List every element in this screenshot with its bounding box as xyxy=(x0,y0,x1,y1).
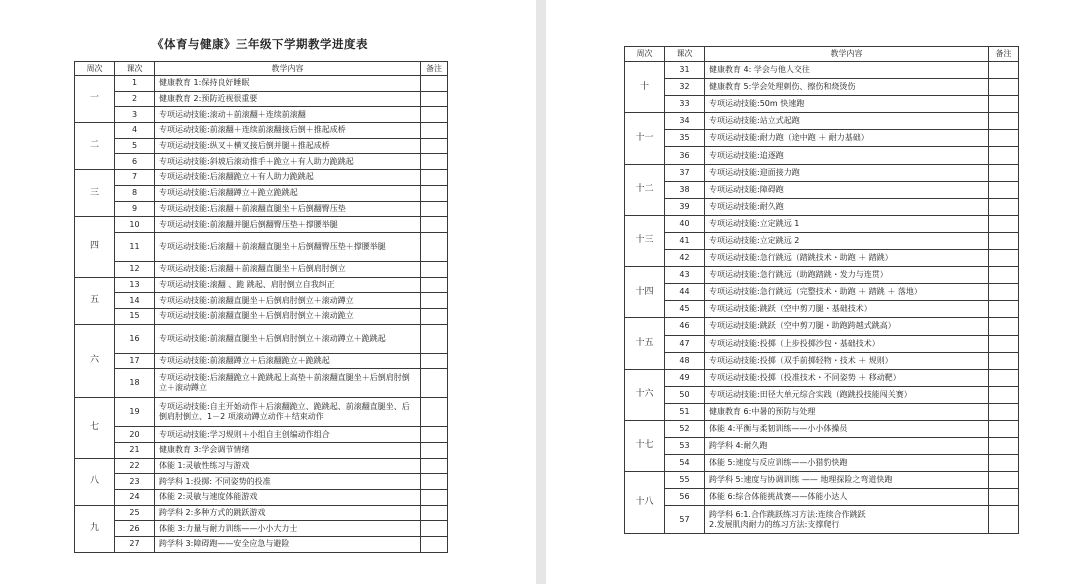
note-cell xyxy=(989,62,1019,79)
lesson-number-cell: 25 xyxy=(115,505,155,521)
table-row xyxy=(75,261,448,277)
lesson-content-cell: 专项运动技能:后滚翻＋前滚翻直腿坐＋后倒翻臀压垫＋撑腰举腿 xyxy=(155,232,421,261)
lesson-number-cell: 55 xyxy=(665,472,705,489)
lesson-content-cell: 专项运动技能:耐久跑 xyxy=(705,198,989,215)
note-cell xyxy=(989,250,1019,267)
lesson-content-cell: 专项运动技能:学习规则＋小组自主创编动作组合 xyxy=(155,427,421,443)
week-cell: 十五 xyxy=(625,318,665,369)
table-row xyxy=(625,130,1019,147)
note-cell xyxy=(989,438,1019,455)
lesson-number-cell: 17 xyxy=(115,353,155,369)
table-row xyxy=(625,181,1019,198)
table-row xyxy=(75,369,448,398)
table-row xyxy=(625,113,1019,130)
lesson-number-cell: 8 xyxy=(115,185,155,201)
lesson-content-cell: 专项运动技能:前滚翻直腿坐＋后倒肩肘倒立＋滚动蹲立 xyxy=(155,293,421,309)
lesson-number-cell: 14 xyxy=(115,293,155,309)
lesson-number-cell: 4 xyxy=(115,123,155,139)
lesson-content-cell: 专项运动技能:后滚翻＋前滚翻直腿坐＋后倒肩肘倒立 xyxy=(155,261,421,277)
table-row xyxy=(75,537,448,553)
note-cell xyxy=(421,474,448,490)
lesson-content-cell: 跨学科 2:多种方式的跳跃游戏 xyxy=(155,505,421,521)
lesson-number-cell: 47 xyxy=(665,335,705,352)
lesson-content-cell: 跨学科 1:投掷: 不同姿势的投准 xyxy=(155,474,421,490)
lesson-number-cell: 52 xyxy=(665,420,705,437)
note-cell xyxy=(421,138,448,154)
note-cell xyxy=(421,107,448,123)
header-lesson: 课次 xyxy=(115,62,155,76)
table-row xyxy=(625,301,1019,318)
lesson-number-cell: 41 xyxy=(665,232,705,249)
note-cell xyxy=(989,489,1019,506)
note-cell xyxy=(989,301,1019,318)
table-row xyxy=(75,91,448,107)
lesson-number-cell: 45 xyxy=(665,301,705,318)
table-row xyxy=(625,386,1019,403)
note-cell xyxy=(989,420,1019,437)
lesson-content-cell: 健康教育 2:预防近视很重要 xyxy=(155,91,421,107)
note-cell xyxy=(421,490,448,506)
lesson-content-cell: 专项运动技能:投掷（双手前掷轻物・技术 ＋ 规则） xyxy=(705,352,989,369)
table-row xyxy=(75,123,448,139)
lesson-number-cell: 51 xyxy=(665,403,705,420)
lesson-content-cell: 专项运动技能:投掷（上步投掷沙包・基础技术） xyxy=(705,335,989,352)
note-cell xyxy=(989,96,1019,113)
header-week: 周次 xyxy=(75,62,115,76)
lesson-number-cell: 27 xyxy=(115,537,155,553)
note-cell xyxy=(989,181,1019,198)
header-content: 教学内容 xyxy=(155,62,421,76)
lesson-content-cell: 专项运动技能:跳跃（空中剪刀腿・基础技术） xyxy=(705,301,989,318)
lesson-content-cell: 专项运动技能:前滚翻＋连续前滚翻接后倒＋推起成桥 xyxy=(155,123,421,139)
lesson-number-cell: 49 xyxy=(665,369,705,386)
note-cell xyxy=(421,443,448,459)
note-cell xyxy=(421,91,448,107)
lesson-number-cell: 31 xyxy=(665,62,705,79)
schedule-table-left xyxy=(74,61,448,553)
week-cell: 十八 xyxy=(625,472,665,534)
lesson-content-cell: 体能 3:力量与耐力训练——小小大力士 xyxy=(155,521,421,537)
lesson-number-cell: 26 xyxy=(115,521,155,537)
lesson-content-cell: 体能 2:灵敏与速度体能游戏 xyxy=(155,490,421,506)
lesson-content-cell: 专项运动技能:急行跳远（完整技术・助跑 ＋ 踏跳 ＋ 落地） xyxy=(705,284,989,301)
note-cell xyxy=(421,123,448,139)
table-row xyxy=(75,76,448,92)
table-row xyxy=(625,403,1019,420)
lesson-content-cell: 专项运动技能:迎面接力跑 xyxy=(705,164,989,181)
table-row xyxy=(75,398,448,427)
table-row xyxy=(75,232,448,261)
note-cell xyxy=(989,232,1019,249)
note-cell xyxy=(989,113,1019,130)
table-row xyxy=(75,521,448,537)
week-cell: 十一 xyxy=(625,113,665,164)
table-row xyxy=(625,284,1019,301)
header-week: 周次 xyxy=(625,47,665,62)
table-row xyxy=(625,267,1019,284)
note-cell xyxy=(421,505,448,521)
document-title: 《体育与健康》三年级下学期教学进度表 xyxy=(152,37,368,51)
table-row xyxy=(625,62,1019,79)
lesson-content-cell: 专项运动技能:前滚翻直腿坐＋后倒肩肘倒立＋滚动蹲立＋跪跳起 xyxy=(155,324,421,353)
note-cell xyxy=(421,76,448,92)
lesson-number-cell: 48 xyxy=(665,352,705,369)
table-row xyxy=(75,201,448,217)
lesson-number-cell: 40 xyxy=(665,215,705,232)
lesson-content-cell: 专项运动技能:50m 快速跑 xyxy=(705,96,989,113)
lesson-content-cell: 健康教育 1:保持良好睡眠 xyxy=(155,76,421,92)
note-cell xyxy=(421,185,448,201)
lesson-number-cell: 44 xyxy=(665,284,705,301)
lesson-number-cell: 18 xyxy=(115,369,155,398)
lesson-content-cell: 跨学科 3:障碍跑——安全应急与避险 xyxy=(155,537,421,553)
lesson-content-cell: 专项运动技能:立定跳远 2 xyxy=(705,232,989,249)
lesson-content-cell: 专项运动技能:前滚翻并腿后倒翻臀压垫＋撑腰举腿 xyxy=(155,217,421,233)
lesson-content-cell: 专项运动技能:耐力跑（途中跑 ＋ 耐力基础） xyxy=(705,130,989,147)
table-row xyxy=(75,138,448,154)
note-cell xyxy=(421,154,448,170)
lesson-content-cell: 专项运动技能:自主开始动作＋后滚翻跪立、跪跳起、前滚翻直腿坐、后倒肩肘倒立、1－2 项滚动蹲立动作＋结束动作 xyxy=(155,398,421,427)
week-cell: 七 xyxy=(75,398,115,458)
note-cell xyxy=(421,353,448,369)
note-cell xyxy=(421,277,448,293)
note-cell xyxy=(989,164,1019,181)
table-row xyxy=(625,489,1019,506)
table-row xyxy=(625,438,1019,455)
lesson-number-cell: 36 xyxy=(665,147,705,164)
lesson-number-cell: 22 xyxy=(115,458,155,474)
note-cell xyxy=(421,369,448,398)
note-cell xyxy=(421,201,448,217)
lesson-content-cell: 跨学科 6:1.合作跳跃练习方法:连续合作跳跃 2.发展肌肉耐力的练习方法:支撑爬行 xyxy=(705,506,989,534)
lesson-number-cell: 7 xyxy=(115,170,155,186)
lesson-content-cell: 专项运动技能:滚翻 、跪 跳起、肩肘倒立自我纠正 xyxy=(155,277,421,293)
note-cell xyxy=(989,215,1019,232)
lesson-number-cell: 42 xyxy=(665,250,705,267)
lesson-content-cell: 体能 5:速度与反应训练——小猎豹快跑 xyxy=(705,455,989,472)
lesson-number-cell: 50 xyxy=(665,386,705,403)
week-cell: 五 xyxy=(75,277,115,324)
table-row xyxy=(625,96,1019,113)
note-cell xyxy=(989,335,1019,352)
table-row xyxy=(625,420,1019,437)
lesson-number-cell: 5 xyxy=(115,138,155,154)
lesson-content-cell: 专项运动技能:站立式起跑 xyxy=(705,113,989,130)
week-cell: 十三 xyxy=(625,215,665,266)
lesson-number-cell: 38 xyxy=(665,181,705,198)
note-cell xyxy=(989,386,1019,403)
lesson-number-cell: 10 xyxy=(115,217,155,233)
header-note: 备注 xyxy=(421,62,448,76)
table-row xyxy=(75,474,448,490)
note-cell xyxy=(421,217,448,233)
lesson-number-cell: 34 xyxy=(665,113,705,130)
lesson-content-cell: 专项运动技能:立定跳远 1 xyxy=(705,215,989,232)
lesson-number-cell: 6 xyxy=(115,154,155,170)
lesson-number-cell: 20 xyxy=(115,427,155,443)
header-content: 教学内容 xyxy=(705,47,989,62)
lesson-content-cell: 健康教育 6:中暑的预防与处理 xyxy=(705,403,989,420)
lesson-content-cell: 跨学科 4:耐久跑 xyxy=(705,438,989,455)
lesson-content-cell: 专项运动技能:急行跳远（助跑踏跳・发力与连贯） xyxy=(705,267,989,284)
table-header-row xyxy=(75,62,448,76)
table-row xyxy=(625,79,1019,96)
table-row xyxy=(75,217,448,233)
lesson-number-cell: 2 xyxy=(115,91,155,107)
lesson-content-cell: 体能 1:灵敏性练习与游戏 xyxy=(155,458,421,474)
week-cell: 六 xyxy=(75,324,115,398)
note-cell xyxy=(989,147,1019,164)
table-row xyxy=(75,293,448,309)
week-cell: 三 xyxy=(75,170,115,217)
week-cell: 十六 xyxy=(625,369,665,420)
week-cell: 十七 xyxy=(625,420,665,471)
lesson-content-cell: 专项运动技能:前滚翻蹲立＋后滚翻跪立＋跪跳起 xyxy=(155,353,421,369)
note-cell xyxy=(989,403,1019,420)
lesson-number-cell: 21 xyxy=(115,443,155,459)
table-row xyxy=(75,458,448,474)
lesson-number-cell: 33 xyxy=(665,96,705,113)
lesson-number-cell: 24 xyxy=(115,490,155,506)
lesson-content-cell: 健康教育 3:学会调节情绪 xyxy=(155,443,421,459)
note-cell xyxy=(989,284,1019,301)
lesson-number-cell: 16 xyxy=(115,324,155,353)
table-row xyxy=(625,198,1019,215)
note-cell xyxy=(989,369,1019,386)
lesson-content-cell: 专项运动技能:后滚翻＋前滚翻直腿坐＋后倒翻臀压垫 xyxy=(155,201,421,217)
note-cell xyxy=(421,521,448,537)
lesson-number-cell: 23 xyxy=(115,474,155,490)
note-cell xyxy=(989,472,1019,489)
lesson-content-cell: 专项运动技能:急行跳远（踏跳技术・助跑 ＋ 踏跳） xyxy=(705,250,989,267)
lesson-number-cell: 1 xyxy=(115,76,155,92)
table-row xyxy=(625,232,1019,249)
schedule-table-right xyxy=(624,46,1019,534)
table-row xyxy=(75,185,448,201)
lesson-number-cell: 46 xyxy=(665,318,705,335)
lesson-content-cell: 跨学科 5:速度与协调训练 —— 地理探险之弯道快跑 xyxy=(705,472,989,489)
lesson-content-cell: 专项运动技能:后滚翻蹲立＋跪立跪跳起 xyxy=(155,185,421,201)
table-row xyxy=(625,455,1019,472)
lesson-number-cell: 15 xyxy=(115,308,155,324)
table-row xyxy=(625,215,1019,232)
note-cell xyxy=(989,318,1019,335)
lesson-content-cell: 专项运动技能:跳跃（空中剪刀腿・助跑跨越式跳高） xyxy=(705,318,989,335)
table-row xyxy=(75,427,448,443)
lesson-number-cell: 57 xyxy=(665,506,705,534)
table-row xyxy=(75,505,448,521)
table-row xyxy=(625,472,1019,489)
lesson-number-cell: 37 xyxy=(665,164,705,181)
table-row xyxy=(625,335,1019,352)
note-cell xyxy=(421,293,448,309)
table-row xyxy=(625,352,1019,369)
lesson-content-cell: 体能 6:综合体能挑战赛——体能小达人 xyxy=(705,489,989,506)
week-cell: 四 xyxy=(75,217,115,277)
header-note: 备注 xyxy=(989,47,1019,62)
lesson-number-cell: 3 xyxy=(115,107,155,123)
note-cell xyxy=(421,324,448,353)
note-cell xyxy=(421,232,448,261)
table-row xyxy=(75,324,448,353)
table-row xyxy=(625,369,1019,386)
note-cell xyxy=(989,79,1019,96)
lesson-content-cell: 专项运动技能:障碍跑 xyxy=(705,181,989,198)
note-cell xyxy=(421,170,448,186)
note-cell xyxy=(989,198,1019,215)
lesson-number-cell: 11 xyxy=(115,232,155,261)
table-header-row xyxy=(625,47,1019,62)
lesson-number-cell: 19 xyxy=(115,398,155,427)
header-lesson: 课次 xyxy=(665,47,705,62)
lesson-content-cell: 体能 4:平衡与柔韧训练——小小体操员 xyxy=(705,420,989,437)
lesson-content-cell: 专项运动技能:追逐跑 xyxy=(705,147,989,164)
lesson-number-cell: 43 xyxy=(665,267,705,284)
table-row xyxy=(75,170,448,186)
week-cell: 九 xyxy=(75,505,115,552)
lesson-content-cell: 健康教育 4: 学会与他人交往 xyxy=(705,62,989,79)
table-row xyxy=(625,250,1019,267)
week-cell: 二 xyxy=(75,123,115,170)
note-cell xyxy=(989,130,1019,147)
table-row xyxy=(625,506,1019,534)
lesson-content-cell: 专项运动技能:前滚翻直腿坐＋后倒肩肘倒立＋滚动跪立 xyxy=(155,308,421,324)
table-row xyxy=(75,353,448,369)
note-cell xyxy=(421,261,448,277)
table-row xyxy=(75,107,448,123)
week-cell: 一 xyxy=(75,76,115,123)
table-row xyxy=(625,164,1019,181)
lesson-content-cell: 专项运动技能:后滚翻跪立＋跪跳起上高垫＋前滚翻直腿坐＋后倒肩肘倒立＋滚动蹲立 xyxy=(155,369,421,398)
lesson-number-cell: 32 xyxy=(665,79,705,96)
lesson-number-cell: 13 xyxy=(115,277,155,293)
lesson-number-cell: 54 xyxy=(665,455,705,472)
note-cell xyxy=(989,267,1019,284)
lesson-content-cell: 专项运动技能:滚动＋前滚翻＋连续前滚翻 xyxy=(155,107,421,123)
table-row xyxy=(75,443,448,459)
table-row xyxy=(75,490,448,506)
lesson-content-cell: 专项运动技能:田径大单元综合实践（跑跳投技能闯关赛） xyxy=(705,386,989,403)
table-row xyxy=(75,154,448,170)
lesson-content-cell: 专项运动技能:后滚翻跪立＋有人助力跪跳起 xyxy=(155,170,421,186)
lesson-number-cell: 12 xyxy=(115,261,155,277)
table-row xyxy=(75,277,448,293)
note-cell xyxy=(421,398,448,427)
lesson-content-cell: 健康教育 5:学会处理刺伤、擦伤和烧烫伤 xyxy=(705,79,989,96)
lesson-content-cell: 专项运动技能:投掷（投准技术・不同姿势 ＋ 移动靶） xyxy=(705,369,989,386)
note-cell xyxy=(989,506,1019,534)
note-cell xyxy=(989,455,1019,472)
lesson-content-cell: 专项运动技能:斜坡后滚动推手＋跪立＋有人助力跪跳起 xyxy=(155,154,421,170)
note-cell xyxy=(989,352,1019,369)
table-row xyxy=(625,147,1019,164)
week-cell: 十二 xyxy=(625,164,665,215)
lesson-number-cell: 35 xyxy=(665,130,705,147)
lesson-number-cell: 53 xyxy=(665,438,705,455)
lesson-number-cell: 39 xyxy=(665,198,705,215)
week-cell: 八 xyxy=(75,458,115,505)
note-cell xyxy=(421,308,448,324)
table-row xyxy=(625,318,1019,335)
lesson-content-cell: 专项运动技能:纵叉＋横叉接后倒并腿＋推起成桥 xyxy=(155,138,421,154)
lesson-number-cell: 56 xyxy=(665,489,705,506)
note-cell xyxy=(421,427,448,443)
week-cell: 十 xyxy=(625,62,665,113)
week-cell: 十四 xyxy=(625,267,665,318)
note-cell xyxy=(421,458,448,474)
note-cell xyxy=(421,537,448,553)
lesson-number-cell: 9 xyxy=(115,201,155,217)
table-row xyxy=(75,308,448,324)
